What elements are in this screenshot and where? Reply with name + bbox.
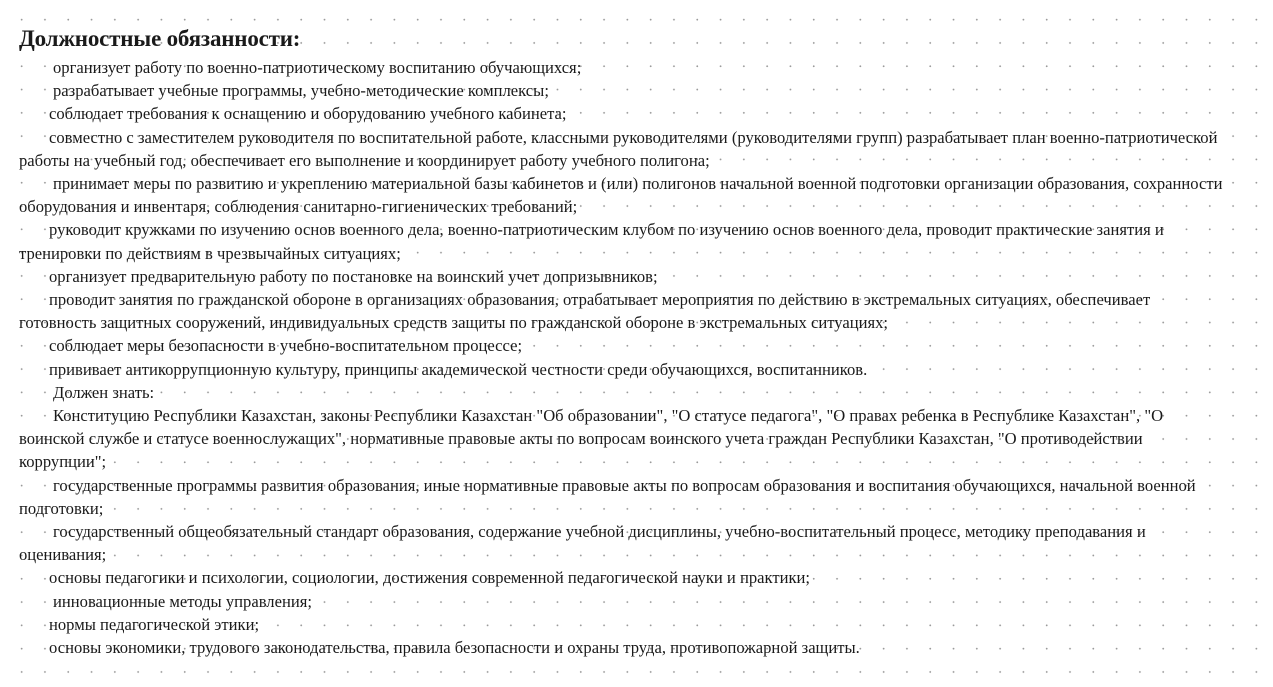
knowledge-item: инновационные методы управления; [53,591,312,611]
section-heading-must-know: Должен знать: [53,382,155,402]
knowledge-item: Конституцию Республики Казахстан, законы Республики Казахстан "Об образовании", "О статусе педагога", "О правах ребенка в Республике Казахстан", "О воинской службе и статусе военнослужащих", нормативные правовые акты по вопросам воинского учета граждан Республики Казахстан, "О противодействии коррупции"; [19,406,1164,472]
duty-item: организует работу по военно-патриотическому воспитанию обучающихся; [53,58,582,77]
duty-item: соблюдает требования к оснащению и оборудованию учебного кабинета; [49,104,567,124]
duty-item: руководит кружками по изучению основ военного дела, военно-патриотическим клубом по изучению основ военного дела, проводит практические занятия и тренировки по действиям в чрезвычайных ситуациях; [19,220,1164,263]
knowledge-item: основы экономики, трудового законодательства, правила безопасности и охраны труда, противопожарной защиты. [49,638,860,658]
duty-item: совместно с заместителем руководителя по воспитательной работе, классными руководителями (руководителями групп) разрабатывает план военно-патриотической работы на учебный год, обеспечивает его выполнение и координирует работу учебного полигона; [19,127,1218,170]
duty-item: соблюдает меры безопасности в учебно-воспитательном процессе; [49,336,523,356]
knowledge-item: государственный общеобязательный стандарт образования, содержание учебной дисциплины, учебно-воспитательный процесс, методику преподавания и оценивания; [19,522,1146,565]
duty-item: проводит занятия по гражданской обороне в организациях образования, отрабатывает мероприятия по действию в экстремальных ситуациях, обеспечивает готовность защитных сооружений, индивидуальных средств защиты по гражданской обороне в экстремальных ситуациях; [19,290,1151,333]
knowledge-item: основы педагогики и психологии, социологии, достижения современной педагогической науки и практики; [49,568,811,588]
knowledge-item: государственные программы развития образования, иные нормативные правовые акты по вопросам образования и воспитания обучающихся, начальной военной подготовки; [19,475,1196,518]
document-body [19,24,1229,659]
section-heading-duties: Должностные обязанности: [19,26,301,51]
knowledge-item: нормы педагогической этики; [49,614,260,634]
duty-item: разрабатывает учебные программы, учебно-методические комплексы; [53,81,549,101]
duty-item: принимает меры по развитию и укреплению материальной базы кабинетов и (или) полигонов начальной военной подготовки организации образования, сохранности оборудования и инвентаря, соблюдения санитарно-гигиенических требований; [19,174,1223,217]
duty-item: прививает антикоррупционную культуру, принципы академической честности среди обучающихся, воспитанников. [49,359,868,379]
duty-item: организует предварительную работу по постановке на воинский учет допризывников; [49,266,658,286]
